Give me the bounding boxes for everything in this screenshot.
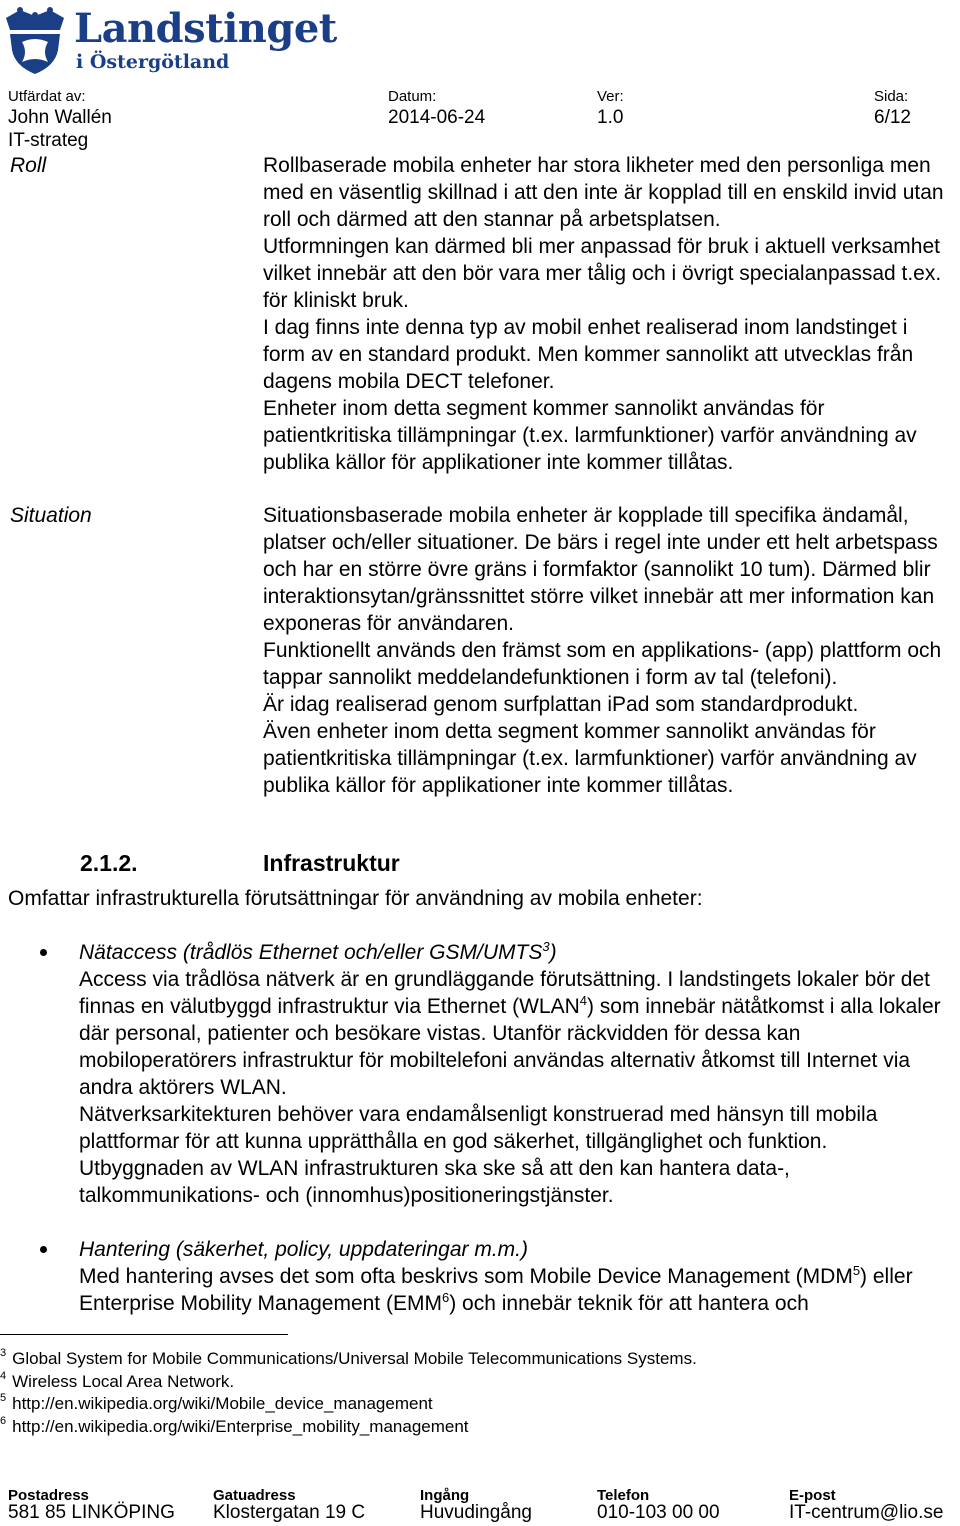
section-number: 2.1.2. (80, 850, 138, 876)
department-value: IT-strateg (8, 130, 89, 151)
situation-paragraph: Funktionellt används den främst som en applikations- (app) plattform och tappar sannolikt meddelandefunktionen i form av tal (telefoni). (263, 639, 942, 689)
footer-street-label: Gatuadress (213, 1487, 296, 1504)
situation-paragraph: Är idag realiserad genom surfplattan iPad som standardprodukt. (263, 693, 859, 716)
footer-entrance-value: Huvudingång (420, 1502, 532, 1523)
roll-label: Roll (10, 154, 47, 177)
issued-by-value: John Wallén (8, 107, 112, 128)
page-label: Sida: (874, 88, 909, 105)
version-value: 1.0 (597, 107, 624, 128)
situation-paragraph: Situationsbaserade mobila enheter är kopplade till specifika ändamål, platser och/eller situationer. De bärs i regel inte under ett helt arbetspass och har en större övre gräns i formfaktor (sannolikt 10 tum). Därmed blir interaktionsytan/gränssnittet större vilket innebär att mer information kan exponeras för användaren. (263, 504, 938, 635)
situation-body (263, 502, 953, 799)
footer-address-value: 581 85 LINKÖPING (8, 1502, 175, 1523)
bullet-paragraph: Nätverksarkitekturen behöver vara endamålsenligt konstruerad med hänsyn till mobila plattformar för att kunna upprätthålla en god säkerhet, tillgänglighet och funktion. Utbyggnaden av WLAN infrastrukturen ska ske så att den kan hantera data-, talkommunikations- och (innomhus)positioneringstjänster. (79, 1103, 878, 1207)
version-label: Ver: (597, 88, 624, 105)
bullet-heading: Hantering (säkerhet, policy, uppdateringar m.m.) (79, 1238, 528, 1261)
footer-address-label: Postadress (8, 1487, 89, 1504)
roll-paragraph: I dag finns inte denna typ av mobil enhet realiserad inom landstinget i form av en standard produkt. Men kommer sannolikt att utvecklas från dagens mobila DECT telefoner. (263, 316, 914, 393)
footer-phone-value: 010-103 00 00 (597, 1502, 720, 1523)
bullet-icon (40, 1246, 47, 1253)
footnote: $^3$ Global System for Mobile Communications/Universal Mobile Telecommunications Systems. (0, 1347, 697, 1368)
situation-paragraph: Även enheter inom detta segment kommer sannolikt användas för patientkritiska tillämpningar (t.ex. larmfunktioner) varför användning av publika källor för applikationer inte kommer tillåtas. (263, 720, 917, 797)
roll-paragraph: Utformningen kan därmed bli mer anpassad för bruk i aktuell verksamhet vilket innebär att den bör vara mer tålig och i övrigt specialanpassad t.ex. för kliniskt bruk. (263, 235, 942, 312)
logo-subtitle: i Östergötland (76, 51, 230, 73)
landstinget-logo (0, 5, 337, 76)
roll-body (263, 152, 953, 476)
bullet-paragraph: Med hantering avses det som ofta beskrivs som Mobile Device Management (MDM$^5$) eller Enterprise Mobility Management (EMM$^6$) och innebär teknik för att hantera och (79, 1263, 913, 1315)
footer-entrance-label: Ingång (420, 1487, 470, 1504)
crown-shield-icon (0, 6, 70, 76)
logo-title: Landstinget (74, 5, 337, 52)
section-title: Infrastruktur (263, 850, 400, 876)
footnote: $^4$ Wireless Local Area Network. (0, 1370, 235, 1391)
footnote-divider (0, 1334, 288, 1335)
footer-email-label: E-post (789, 1487, 836, 1504)
bullet-management (79, 1236, 954, 1317)
footnote[interactable]: $^6$ http://en.wikipedia.org/wiki/Enterprise_mobility_management (0, 1415, 469, 1436)
date-value: 2014-06-24 (388, 107, 486, 128)
bullet-network-access (79, 939, 954, 1209)
footnote[interactable]: $^5$ http://en.wikipedia.org/wiki/Mobile_device_management (0, 1392, 433, 1413)
footer-phone-label: Telefon (597, 1487, 650, 1504)
roll-paragraph: Rollbaserade mobila enheter har stora likheter med den personliga men med en väsentlig skillnad i att den inte är kopplad till en enskild invid utan roll och därmed att den stannar på arbetsplatsen. (263, 154, 944, 231)
footer-street-value: Klostergatan 19 C (213, 1502, 366, 1523)
footer-email-link[interactable]: IT-centrum@lio.se (789, 1502, 944, 1523)
date-label: Datum: (388, 88, 437, 105)
bullet-paragraph: Access via trådlösa nätverk är en grundläggande förutsättning. I landstingets lokaler bör det finnas en välutbyggd infrastruktur via Ethernet (WLAN$^4$) som innebär nätåtkomst i alla lokaler där personal, patienter och besökare vistas. Utanför räckvidden för dessa kan mobiloperatörers infrastruktur för mobiltelefoni användas alternativ åtkomst till Internet via andra aktörers WLAN. (79, 968, 941, 1099)
situation-label: Situation (10, 504, 92, 527)
page-number: 6/12 (874, 107, 911, 128)
bullet-icon (40, 949, 47, 956)
bullet-heading: Nätaccess (trådlös Ethernet och/eller GSM/UMTS$^3$) (79, 939, 557, 964)
roll-paragraph: Enheter inom detta segment kommer sannolikt användas för patientkritiska tillämpningar (t.ex. larmfunktioner) varför användning av publika källor för applikationer inte kommer tillåtas. (263, 397, 917, 474)
issued-by-label: Utfärdat av: (8, 88, 86, 105)
section-intro: Omfattar infrastrukturella förutsättningar för användning av mobila enheter: (8, 887, 703, 910)
